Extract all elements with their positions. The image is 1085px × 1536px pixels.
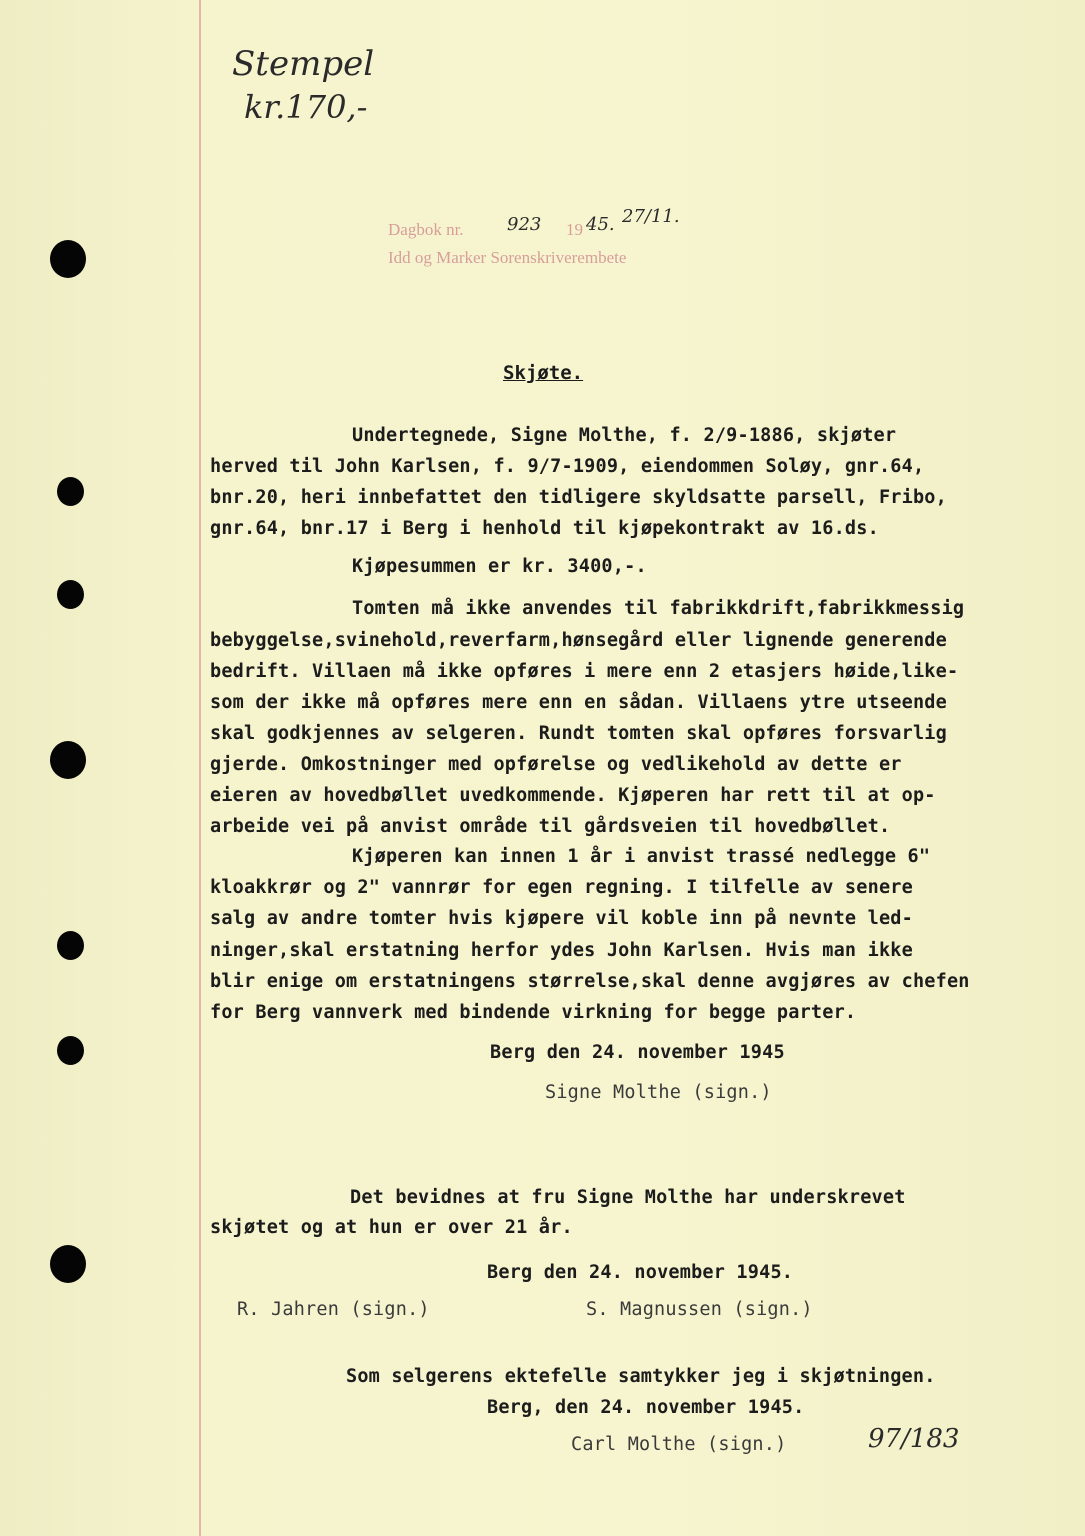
- margin-line: [199, 0, 201, 1536]
- body-line: salg av andre tomter hvis kjøpere vil koble inn på nevnte led-: [210, 908, 913, 929]
- body-line: blir enige om erstatningens størrelse,skal denne avgjøres av chefen: [210, 971, 970, 992]
- body-line: Kjøpesummen er kr. 3400,-.: [352, 556, 647, 577]
- stempel-note-line2: kr.170,-: [244, 88, 368, 126]
- registry-stamp-office: Idd og Marker Sorenskriverembete: [388, 248, 627, 267]
- signature-witness-1: R. Jahren (sign.): [237, 1299, 430, 1320]
- body-line: ninger,skal erstatning herfor ydes John Karlsen. Hvis man ikke: [210, 940, 913, 961]
- signature-spouse: Carl Molthe (sign.): [571, 1434, 787, 1455]
- signature-witness-2: S. Magnussen (sign.): [586, 1299, 813, 1320]
- consent-line: Berg, den 24. november 1945.: [487, 1397, 805, 1418]
- registry-stamp-number: 923: [507, 214, 542, 235]
- body-line: kloakkrør og 2" vannrør for egen regning. I tilfelle av senere: [210, 877, 913, 898]
- body-line: som der ikke må opføres mere enn en sådan. Villaens ytre utseende: [210, 692, 947, 713]
- body-line: gnr.64, bnr.17 i Berg i henhold til kjøpekontrakt av 16.ds.: [210, 518, 879, 539]
- punch-hole: [57, 477, 84, 506]
- body-line: Tomten må ikke anvendes til fabrikkdrift,fabrikkmessig: [352, 598, 965, 619]
- place-date-seller: Berg den 24. november 1945: [490, 1042, 785, 1063]
- consent-line: Som selgerens ektefelle samtykker jeg i skjøtningen.: [346, 1366, 936, 1387]
- registry-stamp-date: 27/11.: [622, 206, 680, 227]
- punch-hole: [57, 1036, 84, 1065]
- attest-line: Det bevidnes at fru Signe Molthe har underskrevet: [350, 1187, 906, 1208]
- body-line: Kjøperen kan innen 1 år i anvist trassé nedlegge 6": [352, 846, 931, 867]
- punch-hole: [50, 240, 86, 278]
- body-line: bedrift. Villaen må ikke opføres i mere enn 2 etasjers høide,like-: [210, 661, 959, 682]
- body-line: Undertegnede, Signe Molthe, f. 2/9-1886, skjøter: [352, 425, 897, 446]
- body-line: eieren av hovedbøllet uvedkommende. Kjøperen har rett til at op-: [210, 785, 936, 806]
- registry-stamp-year-prefix: 19: [566, 220, 583, 239]
- body-line: bebyggelse,svinehold,reverfarm,hønsegård eller lignende generende: [210, 630, 947, 651]
- place-date-witnesses: Berg den 24. november 1945.: [487, 1262, 794, 1283]
- body-line: gjerde. Omkostninger med opførelse og vedlikehold av dette er: [210, 754, 902, 775]
- body-line: herved til John Karlsen, f. 9/7-1909, eiendommen Soløy, gnr.64,: [210, 456, 925, 477]
- punch-hole: [50, 741, 86, 779]
- registry-stamp-prefix: Dagbok nr.: [388, 220, 464, 239]
- registry-stamp-year: 45.: [586, 214, 615, 235]
- body-line: arbeide vei på anvist område til gårdsveien til hovedbøllet.: [210, 816, 891, 837]
- body-line: skal godkjennes av selgeren. Rundt tomten skal opføres forsvarlig: [210, 723, 947, 744]
- punch-hole: [57, 931, 84, 960]
- attest-line: skjøtet og at hun er over 21 år.: [210, 1217, 573, 1238]
- margin-note: 97/183: [868, 1424, 960, 1454]
- stempel-note-line1: Stempel: [232, 44, 375, 84]
- document-title: Skjøte.: [503, 362, 584, 384]
- punch-hole: [50, 1245, 86, 1283]
- body-line: for Berg vannverk med bindende virkning for begge parter.: [210, 1002, 857, 1023]
- body-line: bnr.20, heri innbefattet den tidligere skyldsatte parsell, Fribo,: [210, 487, 947, 508]
- signature-seller: Signe Molthe (sign.): [545, 1082, 772, 1103]
- punch-hole: [57, 580, 84, 609]
